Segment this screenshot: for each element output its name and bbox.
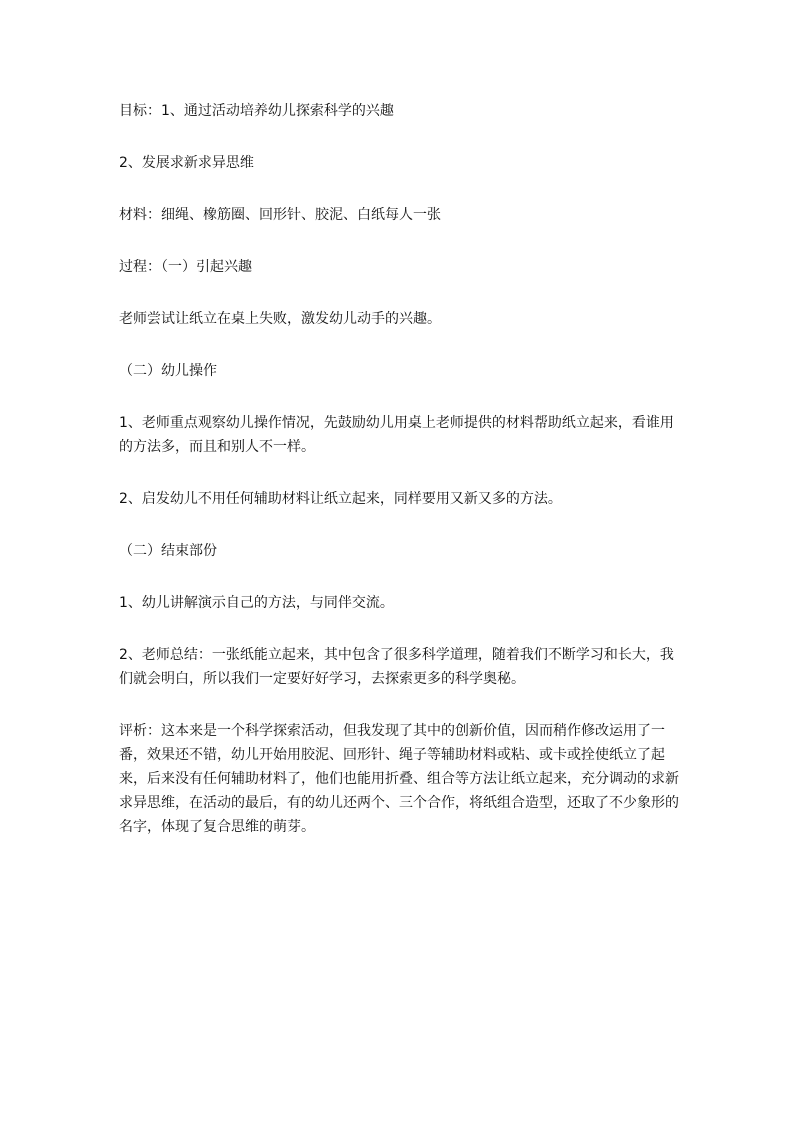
process-heading: 过程：（一）引起兴趣 — [119, 259, 252, 275]
goal-line-2: 2、发展求新求异思维 — [119, 155, 254, 171]
process-intro: 老师尝试让纸立在桌上失败，激发幼儿动手的兴趣。 — [119, 311, 441, 327]
section-heading-ending: （二）结束部份 — [119, 543, 217, 559]
operation-step-1: 1、老师重点观察幼儿操作情况，先鼓励幼儿用桌上老师提供的材料帮助纸立起来，看谁用的方法多，而且和别人不一样。 — [119, 415, 674, 455]
operation-step-2: 2、启发幼儿不用任何辅助材料让纸立起来，同样要用又新又多的方法。 — [119, 491, 562, 507]
materials-line: 材料：细绳、橡筋圈、回形针、胶泥、白纸每人一张 — [119, 207, 441, 223]
evaluation-paragraph: 评析：这本来是一个科学探索活动，但我发现了其中的创新价值，因而稍作修改运用了一番，效果还不错，幼儿开始用胶泥、回形针、绳子等辅助材料或粘、或卡或拴使纸立了起来，后来没有任何辅助材料了，他们也能用折叠、组合等方法让纸立起来，充分调动的求新求异思维，在活动的最后，有的幼儿还两个、三个合作，将纸组合造型，还取了不少象形的名字，体现了复合思维的萌芽。 — [119, 723, 679, 835]
ending-step-2: 2、老师总结：一张纸能立起来，其中包含了很多科学道理，随着我们不断学习和长大，我们就会明白，所以我们一定要好好学习，去探索更多的科学奥秘。 — [119, 647, 674, 687]
section-heading-operation: （二）幼儿操作 — [119, 363, 217, 379]
ending-step-1: 1、幼儿讲解演示自己的方法，与同伴交流。 — [119, 595, 394, 611]
document-body — [119, 99, 679, 867]
goal-line-1: 目标：1、通过活动培养幼儿探索科学的兴趣 — [119, 103, 394, 119]
